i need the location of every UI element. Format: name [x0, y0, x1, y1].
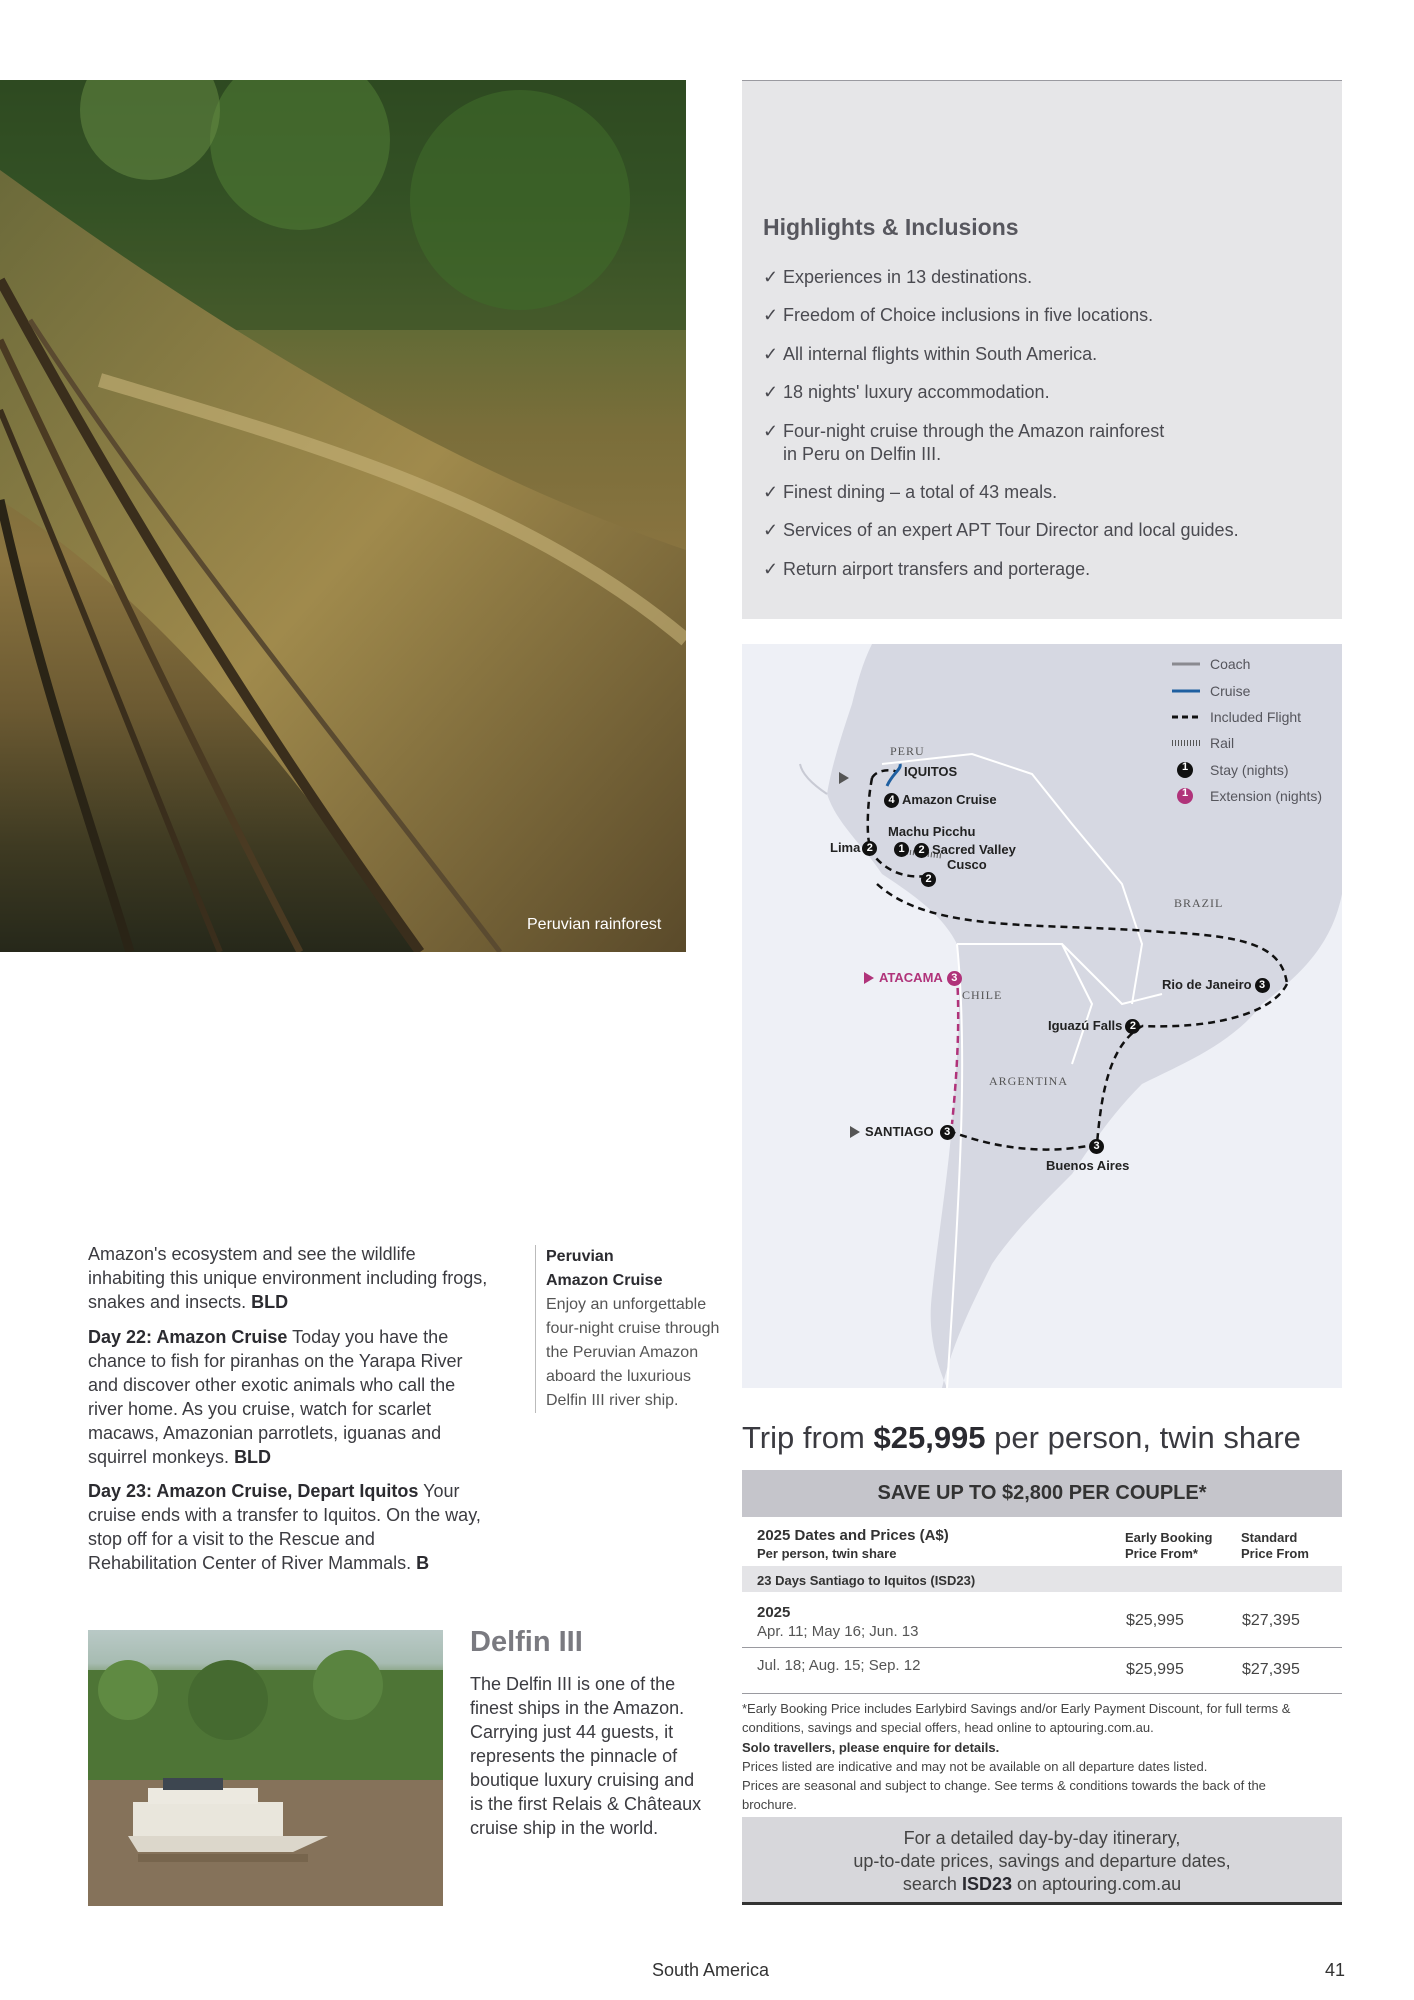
- row1-early-price: $25,995: [1126, 1612, 1184, 1629]
- legend-stay: Stay (nights): [1210, 762, 1289, 778]
- place-amazon-cruise: 4 Amazon Cruise: [884, 792, 997, 808]
- country-argentina: ARGENTINA: [989, 1074, 1068, 1088]
- highlight-item: ✓ Finest dining – a total of 43 meals.: [763, 482, 1058, 502]
- savings-banner: SAVE UP TO $2,800 PER COUPLE*: [742, 1470, 1342, 1517]
- highlight-item: ✓ Experiences in 13 destinations.: [763, 267, 1033, 287]
- highlight-item: ✓ Return airport transfers and porterage.: [763, 559, 1091, 579]
- stay-badge: 3: [1089, 1139, 1104, 1154]
- note-indicative: Prices listed are indicative and may not be available on all departure dates listed.: [742, 1759, 1208, 1774]
- page-number: 41: [1325, 1960, 1346, 1980]
- place-sacred-valley: 2 Sacred Valley: [914, 842, 1016, 858]
- check-icon: ✓: [763, 267, 779, 287]
- col-standard-1: Standard: [1241, 1530, 1298, 1545]
- legend-ext-number: 1: [1182, 787, 1189, 799]
- check-icon: ✓: [763, 520, 779, 540]
- extension-badge: 3: [947, 971, 962, 986]
- tour-code: ISD23: [961, 1874, 1012, 1894]
- country-chile: CHILE: [962, 988, 1003, 1002]
- itinerary-intro: Amazon's ecosystem and see the wildlife inhabiting this unique environment including frogs, snakes and insects. BLD: [88, 1244, 488, 1312]
- place-machu-picchu: Machu Picchu: [888, 824, 976, 839]
- table-bottom-rule: [742, 1693, 1342, 1694]
- itinerary-day23: Day 23: Amazon Cruise, Depart Iquitos Your cruise ends with a transfer to Iquitos. On the way, stop off for a visit to the Rescue and Rehabilitation Center of River Mammals. B: [88, 1481, 481, 1573]
- place-cusco-badge: [921, 871, 936, 887]
- place-atacama: ATACAMA 3: [879, 970, 962, 986]
- note-early-booking: *Early Booking Price includes Earlybird Savings and/or Early Payment Discount, for full terms & conditions, savings and special offers, head online to aptouring.com.au.: [742, 1701, 1291, 1735]
- place-cusco: Cusco: [947, 857, 987, 872]
- route-label: 23 Days Santiago to Iquitos (ISD23): [757, 1573, 976, 1588]
- table-title: 2025 Dates and Prices (A$): [757, 1527, 949, 1544]
- legend-flight: Included Flight: [1210, 709, 1302, 725]
- row2-standard-price: $27,395: [1242, 1661, 1300, 1678]
- legend-rail: Rail: [1210, 735, 1235, 751]
- legend-coach: Coach: [1210, 656, 1251, 672]
- row2-dates: Jul. 18; Aug. 15; Sep. 12: [757, 1657, 921, 1674]
- website-link[interactable]: on aptouring.com.au: [1016, 1874, 1182, 1894]
- place-rio: Rio de Janeiro 3: [1162, 977, 1270, 993]
- place-santiago: SANTIAGO 3: [865, 1124, 955, 1140]
- stay-badge: 1: [894, 842, 909, 857]
- highlight-item: ✓ 18 nights' luxury accommodation.: [763, 382, 1050, 402]
- stay-badge: 2: [921, 872, 936, 887]
- check-icon: ✓: [763, 305, 779, 325]
- country-peru: PERU: [890, 744, 925, 758]
- place-buenos-aires: Buenos Aires: [1046, 1158, 1130, 1173]
- delfin-ship-photo: [88, 1630, 443, 1906]
- rainforest-photo: [0, 80, 686, 952]
- row2-early-price: $25,995: [1126, 1661, 1184, 1678]
- stay-badge: 3: [940, 1125, 955, 1140]
- cruise-sidebar: Peruvian Amazon Cruise Enjoy an unforgettable four-night cruise through the Peruvian Amazon aboard the luxurious Delfin III river ship.: [535, 1245, 736, 1413]
- col-early-1: Early Booking: [1125, 1530, 1213, 1545]
- note-seasonal: Prices are seasonal and subject to change. See terms & conditions towards the back of the brochure.: [742, 1778, 1266, 1812]
- country-brazil: BRAZIL: [1174, 896, 1224, 910]
- legend-extension: Extension (nights): [1210, 788, 1323, 804]
- check-icon: ✓: [763, 421, 779, 441]
- photo-caption: Peruvian rainforest: [527, 916, 662, 933]
- col-early-2: Price From*: [1125, 1546, 1198, 1561]
- row1-dates: Apr. 11; May 16; Jun. 13: [757, 1623, 919, 1640]
- note-solo: Solo travellers, please enquire for details.: [742, 1740, 1000, 1755]
- check-icon: ✓: [763, 482, 779, 502]
- start-marker-atacama: [864, 972, 874, 984]
- place-lima: Lima 2: [830, 840, 877, 856]
- stay-badge: 3: [1255, 978, 1270, 993]
- highlight-item: ✓ Freedom of Choice inclusions in five locations.: [763, 305, 1154, 325]
- footer-section-name: South America: [652, 1960, 770, 1980]
- highlight-item: ✓ All internal flights within South America.: [763, 344, 1098, 364]
- check-icon: ✓: [763, 344, 779, 364]
- delfin-description: The Delfin III is one of the finest ships in the Amazon. Carrying just 44 guests, it represents the pinnacle of boutique luxury cruising and is the first Relais & Châteaux cruise ship in the world.: [470, 1674, 702, 1838]
- highlight-item: ✓ Services of an expert APT Tour Director and local guides.: [763, 520, 1239, 540]
- ship-illustration: [88, 1630, 443, 1906]
- map-graphic: [742, 644, 1342, 1388]
- table-subtitle: Per person, twin share: [757, 1546, 897, 1561]
- stay-badge: 2: [914, 843, 929, 858]
- rainforest-illustration: [0, 80, 686, 952]
- delfin-title: Delfin III: [470, 1626, 583, 1658]
- col-standard-2: Price From: [1241, 1546, 1309, 1561]
- route-map: [742, 644, 1342, 1388]
- itinerary-day22: Day 22: Amazon Cruise Today you have the chance to fish for piranhas on the Yarapa River and discover other exotic animals who call the river home. As you cruise, watch for scarlet macaws, Amazonian parrotlets, iguanas and squirrel monkeys. BLD: [88, 1327, 463, 1467]
- row1-standard-price: $27,395: [1242, 1612, 1300, 1629]
- itinerary-cta: For a detailed day-by-day itinerary, up-to-date prices, savings and departure dates, search ISD23 on aptouring.com.au: [742, 1817, 1342, 1905]
- year-label: 2025: [757, 1604, 791, 1621]
- highlight-item: ✓ Four-night cruise through the Amazon rainforest in Peru on Delfin III.: [763, 421, 1165, 464]
- row-divider: [742, 1647, 1342, 1648]
- stay-badge: 2: [862, 841, 877, 856]
- check-icon: ✓: [763, 559, 779, 579]
- start-marker-santiago: [850, 1126, 860, 1138]
- place-buenos-badge: [1089, 1138, 1104, 1154]
- trip-price-headline: Trip from $25,995 per person, twin share: [742, 1420, 1301, 1455]
- check-icon: ✓: [763, 382, 779, 402]
- stay-badge: 4: [884, 793, 899, 808]
- highlights-title: Highlights & Inclusions: [763, 214, 1019, 240]
- place-iguazu: Iguazú Falls 2: [1048, 1018, 1140, 1034]
- stay-badge: 2: [1125, 1019, 1140, 1034]
- place-machu-badge: [894, 841, 909, 857]
- legend-stay-number: 1: [1182, 761, 1189, 773]
- place-iquitos: IQUITOS: [904, 764, 958, 779]
- legend-cruise: Cruise: [1210, 683, 1251, 699]
